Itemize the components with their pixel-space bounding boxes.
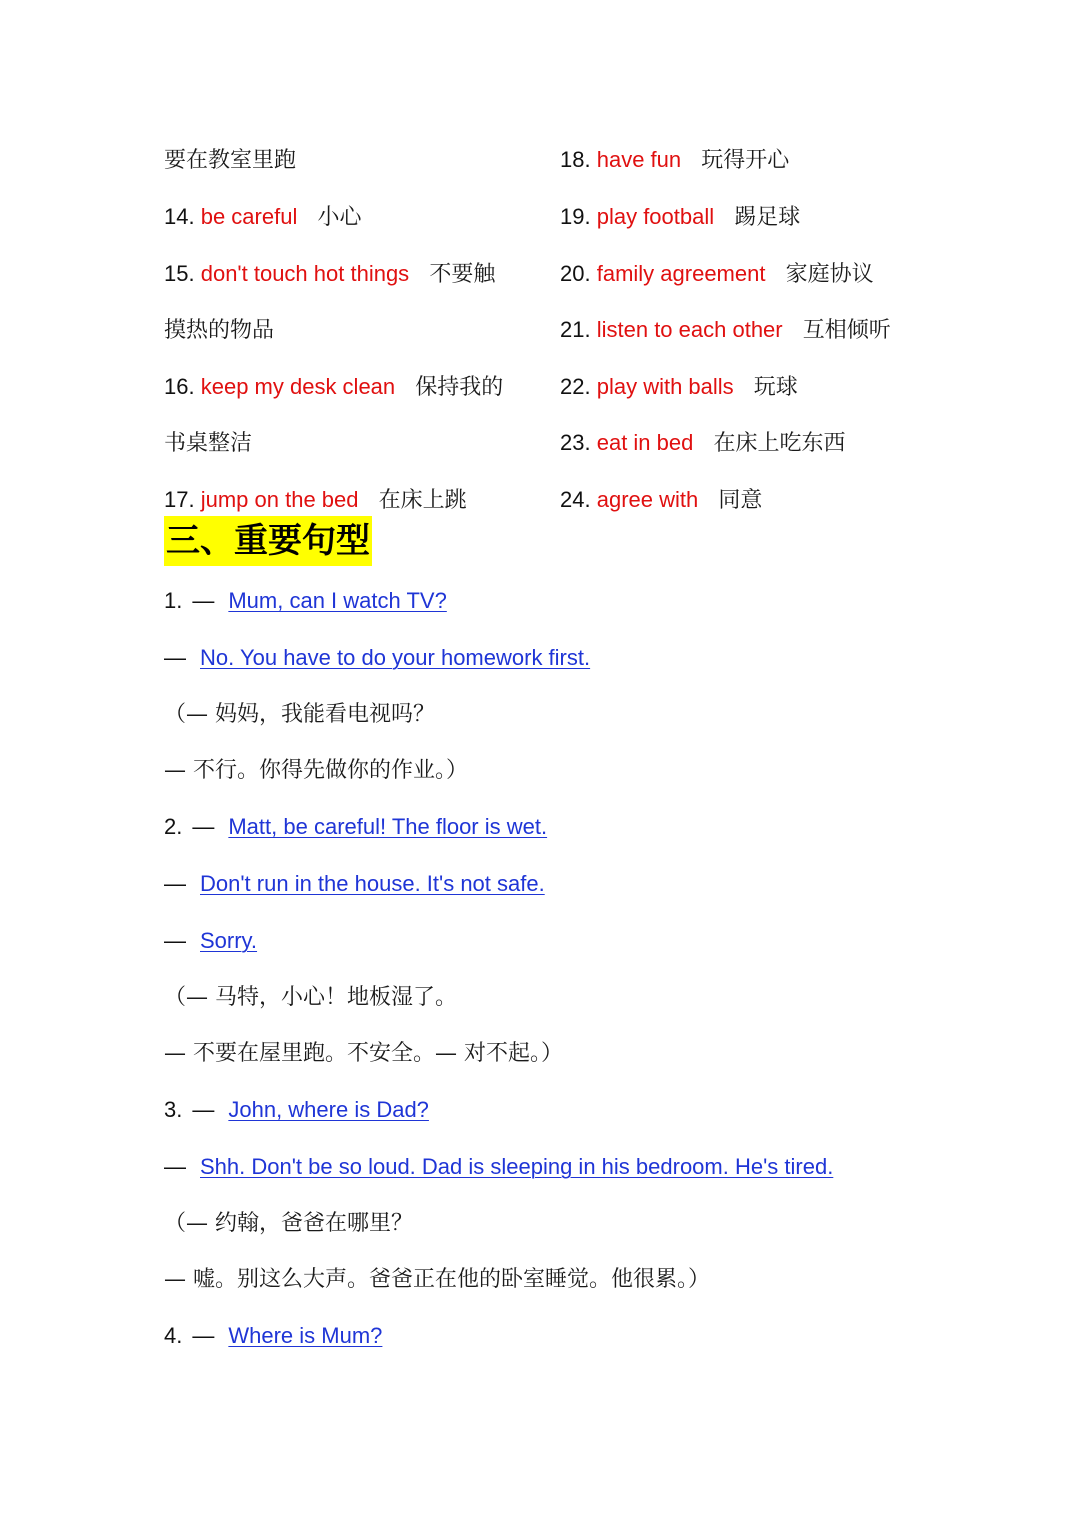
dialogue-2-translation-2 [164, 1038, 563, 1069]
vocab-number: 16. [164, 374, 195, 399]
dash: — [192, 588, 215, 613]
vocab-english: family agreement [596, 261, 766, 286]
vocab-item-24 [560, 485, 762, 516]
dialogue-3-line-1 [164, 1095, 429, 1125]
vocab-english: jump on the bed [200, 487, 359, 512]
vocab-chinese: 在床上跳 [378, 488, 467, 513]
vocab-item-20 [560, 259, 874, 290]
dialogue-3-translation-1 [164, 1208, 413, 1239]
dash: — [164, 645, 186, 670]
vocab-chinese: 玩球 [753, 375, 798, 400]
dialogue-link[interactable]: Sorry. [200, 928, 258, 953]
vocab-chinese: 同意 [718, 488, 763, 513]
vocab-chinese: 互相倾听 [802, 318, 891, 343]
vocab-number: 21. [560, 317, 591, 342]
dash: — [192, 1097, 215, 1122]
vocab-chinese: 保持我的 [415, 375, 504, 400]
vocab-english: keep my desk clean [200, 374, 396, 399]
dialogue-link[interactable]: Shh. Don't be so loud. Dad is sleeping in his bedroom. He's tired. [200, 1154, 834, 1179]
dialogue-1-translation-2 [164, 755, 468, 786]
dialogue-number: 1. [164, 588, 183, 613]
dialogue-link[interactable]: Don't run in the house. It's not safe. [200, 871, 545, 896]
vocab-number: 22. [560, 374, 591, 399]
vocab-english: play football [596, 204, 715, 229]
vocab-item-13-continuation [164, 145, 296, 176]
dialogue-link[interactable]: Mum, can I watch TV? [228, 588, 447, 613]
vocab-item-15 [164, 259, 495, 290]
vocab-item-16-continuation [164, 428, 252, 459]
dash: — [164, 871, 186, 896]
section-heading: 三、重要句型 [164, 516, 372, 566]
vocab-chinese: 踢足球 [734, 205, 801, 230]
dialogue-number: 4. [164, 1323, 183, 1348]
dialogue-2-line-2 [164, 869, 545, 899]
vocab-chinese: 在床上吃东西 [713, 431, 846, 456]
vocab-english: don't touch hot things [200, 261, 410, 286]
vocab-item-21 [560, 315, 891, 346]
vocab-english: be careful [200, 204, 298, 229]
dash: — [164, 1154, 186, 1179]
vocab-english: have fun [596, 147, 682, 172]
dialogue-number: 3. [164, 1097, 183, 1122]
dialogue-2-line-1 [164, 812, 547, 842]
vocab-item-22 [560, 372, 798, 403]
vocab-number: 15. [164, 261, 195, 286]
vocab-chinese: 家庭协议 [785, 262, 874, 287]
vocab-item-23 [560, 428, 846, 459]
vocab-number: 14. [164, 204, 195, 229]
dialogue-1-translation-1 [164, 699, 435, 730]
translation-text: — 嘘。别这么大声。爸爸正在他的卧室睡觉。他很累。） [164, 1267, 710, 1292]
dialogue-number: 2. [164, 814, 183, 839]
dash: — [164, 928, 186, 953]
vocab-english: listen to each other [596, 317, 783, 342]
vocab-number: 23. [560, 430, 591, 455]
translation-text: （— 马特，小心！地板湿了。 [164, 985, 457, 1010]
dialogue-1-line-1 [164, 586, 447, 616]
vocab-chinese: 小心 [317, 205, 362, 230]
dash: — [192, 814, 215, 839]
dialogue-2-translation-1 [164, 982, 457, 1013]
dialogue-3-line-2 [164, 1152, 833, 1182]
vocab-item-15-continuation [164, 315, 274, 346]
vocab-item-14 [164, 202, 361, 233]
vocab-chinese: 要在教室里跑 [164, 148, 297, 173]
translation-text: — 不要在屋里跑。不安全。— 对不起。） [164, 1041, 563, 1066]
translation-text: （— 妈妈，我能看电视吗？ [164, 702, 435, 727]
vocab-english: agree with [596, 487, 699, 512]
vocab-chinese: 玩得开心 [701, 148, 790, 173]
translation-text: （— 约翰，爸爸在哪里？ [164, 1211, 413, 1236]
vocab-english: play with balls [596, 374, 734, 399]
vocab-number: 20. [560, 261, 591, 286]
vocab-english: eat in bed [596, 430, 694, 455]
vocab-chinese: 摸热的物品 [164, 318, 275, 343]
dash: — [192, 1323, 215, 1348]
dialogue-link[interactable]: John, where is Dad? [228, 1097, 429, 1122]
dialogue-2-line-3 [164, 926, 257, 956]
dialogue-4-line-1 [164, 1321, 382, 1351]
vocab-chinese: 书桌整洁 [164, 431, 253, 456]
vocab-number: 17. [164, 487, 195, 512]
dialogue-link[interactable]: No. You have to do your homework first. [200, 645, 591, 670]
vocab-item-19 [560, 202, 800, 233]
vocab-item-18 [560, 145, 789, 176]
vocab-number: 24. [560, 487, 591, 512]
dialogue-1-line-2 [164, 643, 590, 673]
dialogue-3-translation-2 [164, 1264, 710, 1295]
vocab-number: 18. [560, 147, 591, 172]
vocab-item-17 [164, 485, 467, 516]
dialogue-link[interactable]: Matt, be careful! The floor is wet. [228, 814, 548, 839]
vocab-item-16 [164, 372, 503, 403]
dialogue-link[interactable]: Where is Mum? [228, 1323, 383, 1348]
vocab-number: 19. [560, 204, 591, 229]
translation-text: — 不行。你得先做你的作业。） [164, 758, 468, 783]
vocab-chinese: 不要触 [429, 262, 496, 287]
